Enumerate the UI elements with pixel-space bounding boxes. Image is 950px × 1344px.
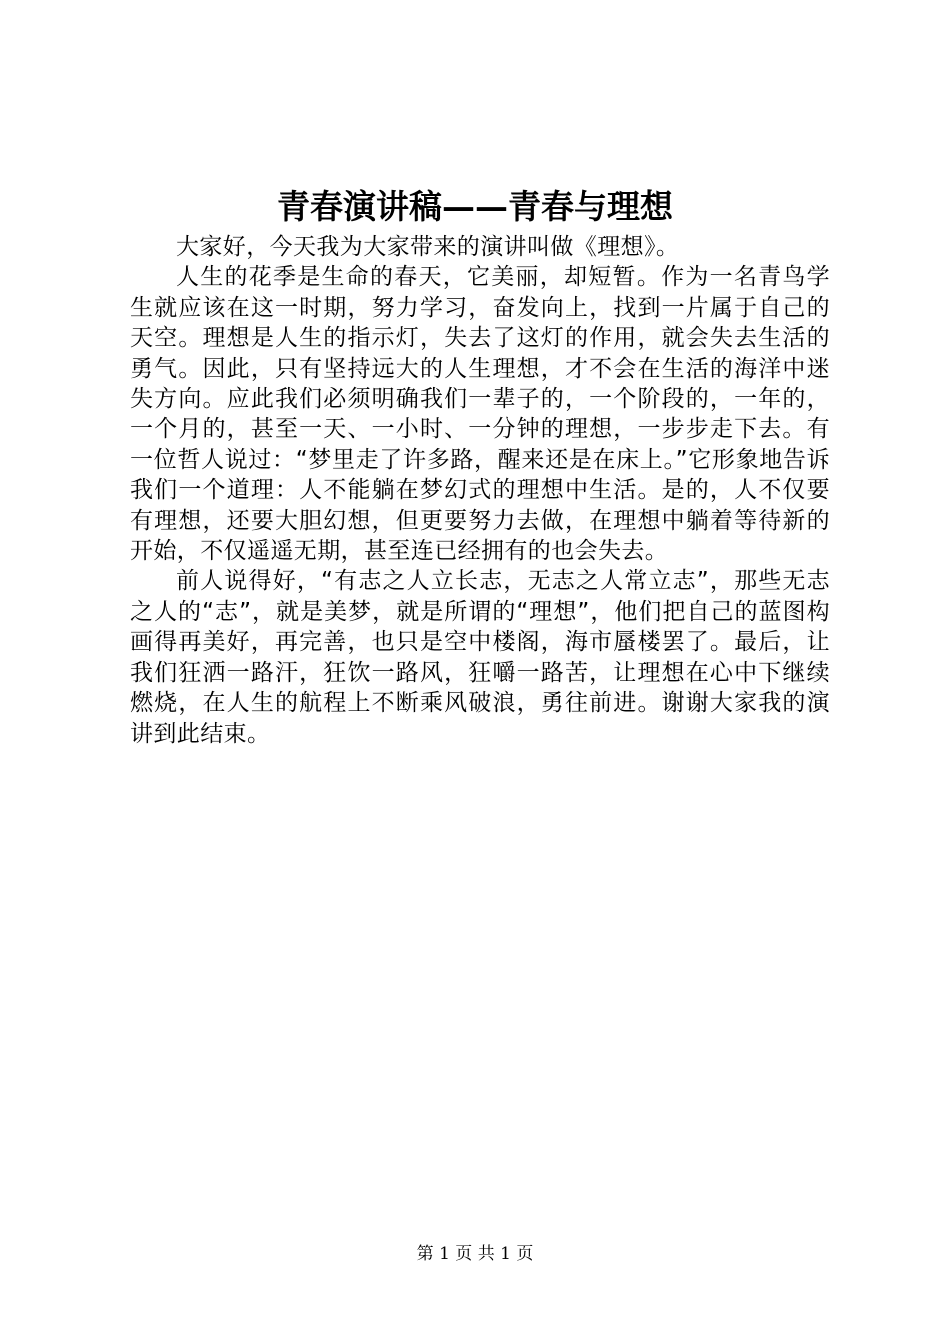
paragraph-closing: 前人说得好，“有志之人立长志，无志之人常立志”，那些无志之人的“志”，就是美梦，就是所谓的“理想”，他们把自己的蓝图构画得再美好，再完善，也只是空中楼阁，海市蜃楼罢了。最后，让我们狂洒一路汗，狂饮一路风，狂嚼一路苦，让理想在心中下继续燃烧，在人生的航程上不断乘风破浪，勇往前进。谢谢大家我的演讲到此结束。 — [130, 568, 830, 747]
paragraph-main: 人生的花季是生命的春天，它美丽，却短暂。作为一名青鸟学生就应该在这一时期，努力学习，奋发向上，找到一片属于自己的天空。理想是人生的指示灯，失去了这灯的作用，就会失去生活的勇气。因此，只有坚持远大的人生理想，才不会在生活的海洋中迷失方向。应此我们必须明确我们一辈子的，一个阶段的，一年的，一个月的，甚至一天、一小时、一分钟的理想，一步步走下去。有一位哲人说过：“梦里走了许多路，醒来还是在床上。”它形象地告诉我们一个道理：人不能躺在梦幻式的理想中生活。是的，人不仅要有理想，还要大胆幻想，但更要努力去做，在理想中躺着等待新的开始，不仅遥遥无期，甚至连已经拥有的也会失去。 — [130, 264, 830, 565]
document-body — [130, 232, 830, 749]
page-footer: 第 1 页 共 1 页 — [416, 1244, 534, 1264]
paragraph-greeting: 大家好，今天我为大家带来的演讲叫做《理想》。 — [176, 234, 680, 260]
document-title: 青春演讲稿——青春与理想 — [277, 187, 673, 226]
